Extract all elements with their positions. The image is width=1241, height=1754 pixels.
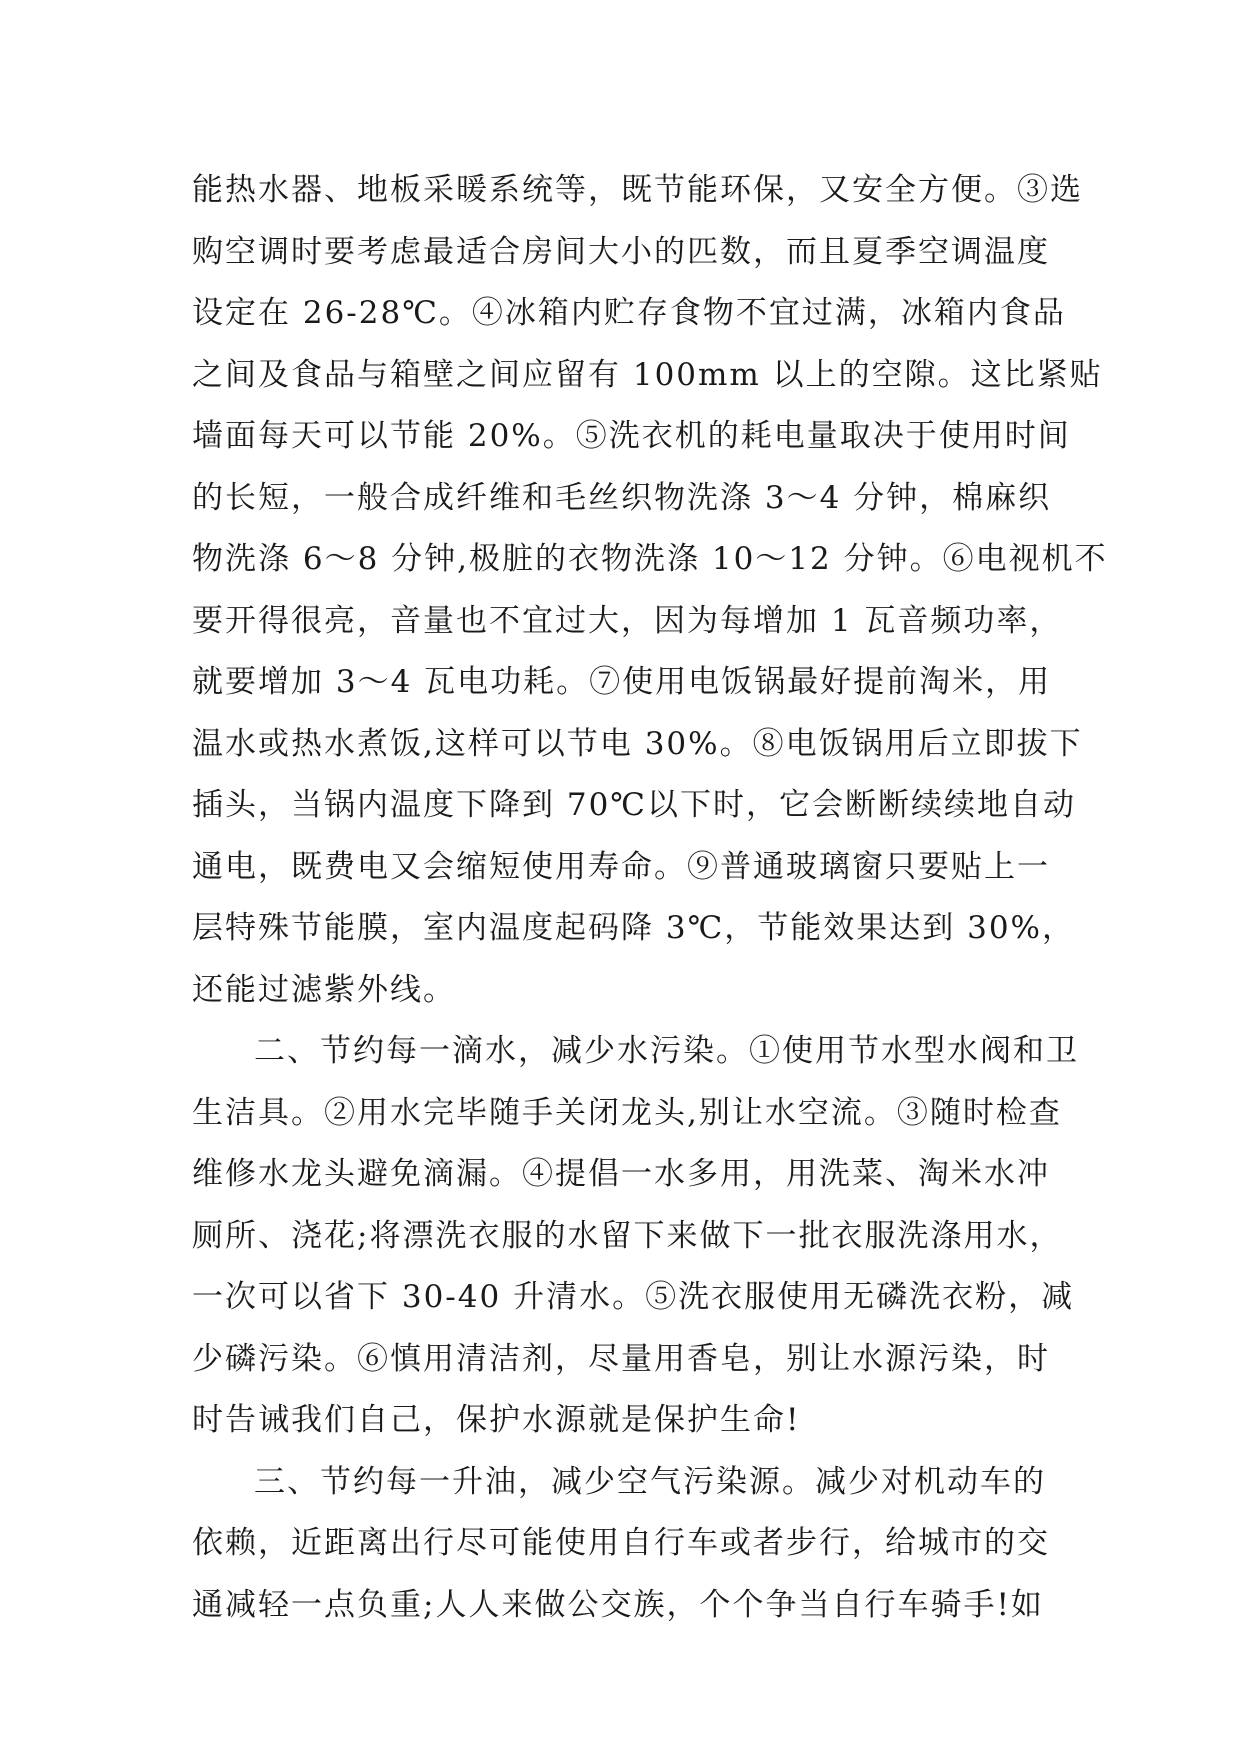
text-line: 插头，当锅内温度下降到 70℃以下时，它会断断续续地自动 (192, 787, 1076, 823)
text-line: 通电，既费电又会缩短使用寿命。⑨普通玻璃窗只要贴上一 (192, 848, 1050, 885)
text-line: 还能过滤紫外线。 (192, 971, 456, 1008)
paragraph-start-line: 二、节约每一滴水，减少水污染。①使用节水型水阀和卫 (254, 1033, 1079, 1069)
text-line: 的长短，一般合成纤维和毛丝织物洗涤 3～4 分钟，棉麻织 (192, 479, 1052, 516)
text-line: 一次可以省下 30-40 升清水。⑤洗衣服使用无磷洗衣粉，减 (192, 1279, 1075, 1315)
text-line: 墙面每天可以节能 20%。⑤洗衣机的耗电量取决于使用时间 (192, 418, 1071, 454)
text-line: 之间及食品与箱壁之间应留有 100mm 以上的空隙。这比紧贴 (192, 356, 1103, 393)
text-line: 层特殊节能膜，室内温度起码降 3℃，节能效果达到 30%， (192, 910, 1076, 946)
paragraph-start-line: 三、节约每一升油，减少空气污染源。减少对机动车的 (254, 1463, 1046, 1500)
text-line: 设定在 26-28℃。④冰箱内贮存食物不宜过满，冰箱内食品 (192, 295, 1066, 331)
text-line: 温水或热水煮饭,这样可以节电 30%。⑧电饭锅用后立即拔下 (192, 725, 1083, 762)
text-line: 购空调时要考虑最适合房间大小的匹数，而且夏季空调温度 (192, 233, 1050, 270)
text-line: 物洗涤 6～8 分钟,极脏的衣物洗涤 10～12 分钟。⑥电视机不 (192, 541, 1108, 577)
text-line: 通减轻一点负重;人人来做公交族，个个争当自行车骑手!如 (192, 1586, 1044, 1623)
text-line: 生洁具。②用水完毕随手关闭龙头,别让水空流。③随时检查 (192, 1094, 1062, 1131)
text-line: 就要增加 3～4 瓦电功耗。⑦使用电饭锅最好提前淘米，用 (192, 664, 1052, 700)
text-line: 能热水器、地板采暖系统等，既节能环保，又安全方便。③选 (192, 172, 1083, 208)
text-line: 维修水龙头避免滴漏。④提倡一水多用，用洗菜、淘米水冲 (192, 1156, 1050, 1192)
text-line: 少磷污染。⑥慎用清洁剂，尽量用香皂，别让水源污染，时 (192, 1340, 1050, 1377)
text-line: 要开得很亮，音量也不宜过大，因为每增加 1 瓦音频功率， (192, 602, 1063, 639)
body-text (192, 160, 1108, 1636)
text-line: 厕所、浇花;将漂洗衣服的水留下来做下一批衣服洗涤用水， (192, 1217, 1063, 1254)
text-line: 时告诫我们自己，保护水源就是保护生命! (192, 1402, 801, 1438)
text-line: 依赖，近距离出行尽可能使用自行车或者步行，给城市的交 (192, 1525, 1050, 1561)
